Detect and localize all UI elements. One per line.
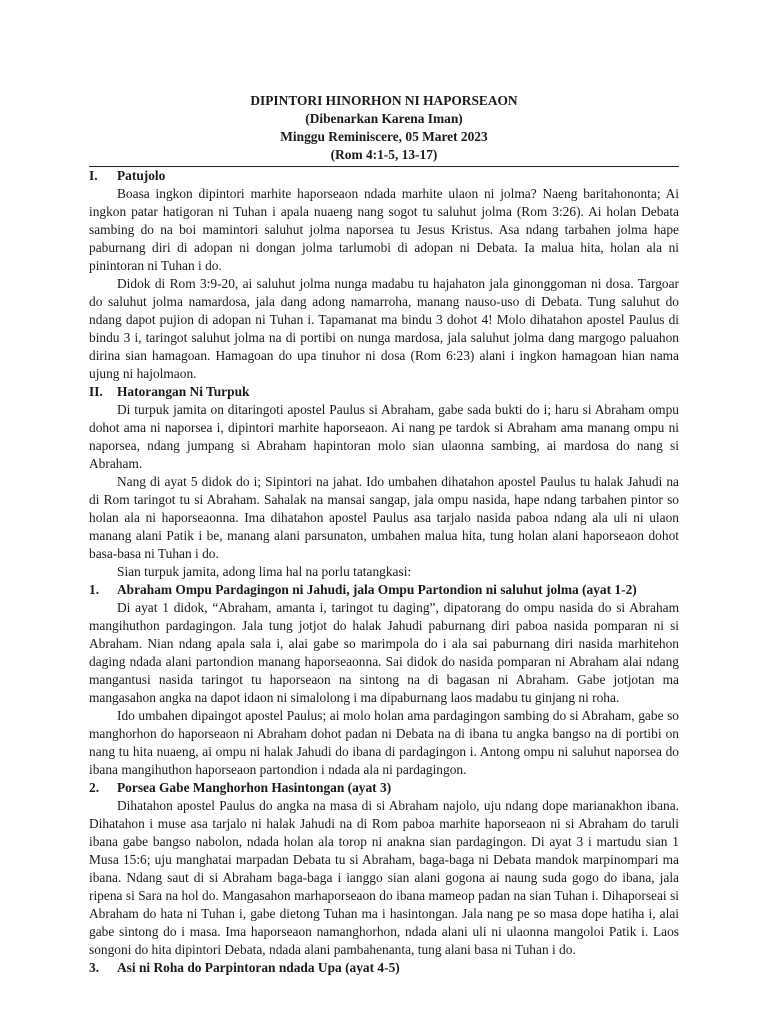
paragraph: Sian turpuk jamita, adong lima hal na porlu tatangkasi: <box>117 564 412 579</box>
document-subtitle: (Dibenarkan Karena Iman) <box>305 111 463 126</box>
point-heading-2 <box>89 779 679 797</box>
document-header <box>89 92 679 164</box>
paragraph: Didok di Rom 3:9-20, ai saluhut jolma nunga madabu tu hajahaton jala ginonggoman ni dosa. Targoar do saluhut jolma namardosa, jala dang adong namarroha, manang nauso-uso di Debata. Tung saluhut do ndang dapot pujion di adopan ni Tuhan i. Tapamanat ma bindu 3 dohot 4! Molo dihatahon apostel Paulus di bindu 3 i, taringot saluhut jolma na di portibi on nunga mardosa, jala saluhut jolma dang margogo paluahon dirina sian hamagoan. Hamagoan do upa tinuhor ni dosa (Rom 6:23) alani i ingkon hamagoan hian nama ujung ni hajolmaon. <box>89 276 679 381</box>
point-heading-1 <box>89 581 679 599</box>
paragraph: Di ayat 1 didok, “Abraham, amanta i, taringot tu daging”, dipatorang do ompu nasida do si Abraham mangihuthon pardagingon. Jala tung jotjot do halak Jahudi paburnang diri paboa nasida pomparan ni si Abraham. Nian ndang apala sala i, alai gabe so marimpola do i ala sai paburnang diri nasida marhitehon daging ndada alani partondion manang haporseaonna. Sai didok do nasida pomparan ni Abraham alai ndang mangantusi nasida taringot tu haporseaon na sintong na di bagasan ni Abraham. Gabe jotjotan ma mangasahon angka na dapot idaon ni simalolong i ma dipaburnang laos madabu tu ginjang ni roha. <box>89 600 679 705</box>
section-title: Patujolo <box>117 168 166 183</box>
section-number: I. <box>89 168 98 183</box>
point-number: 3. <box>89 960 100 975</box>
point-title: Abraham Ompu Pardagingon ni Jahudi, jala Ompu Partondion ni saluhut jolma (ayat 1-2) <box>117 582 637 597</box>
section-title: Hatorangan Ni Turpuk <box>117 384 250 399</box>
document-page <box>89 92 679 977</box>
section-heading-hatorangan <box>89 383 679 401</box>
document-date: Minggu Reminiscere, 05 Maret 2023 <box>280 129 488 144</box>
point-title: Asi ni Roha do Parpintoran ndada Upa (ayat 4-5) <box>117 960 400 975</box>
paragraph: Nang di ayat 5 didok do i; Sipintori na jahat. Ido umbahen dihatahon apostel Paulus tu halak Jahudi na di Rom taringot tu si Abraham. Sahalak na mansai sangap, jala ompu nasida, hape ndang tarbahen pintor so holan ala ni haporseaonna. Ima dihatahon apostel Paulus asa tarjalo nasida paboa ndang ala uli ni ulaon manang alani Patik i be, manang alani parsunaton, umbahen malua hita, tung holan alani haporseaon dohot basa-basa ni Tuhan i do. <box>89 474 679 561</box>
point-number: 1. <box>89 582 100 597</box>
document-title: DIPINTORI HINORHON NI HAPORSEAON <box>250 93 518 108</box>
paragraph: Ido umbahen dipaingot apostel Paulus; ai molo holan ama pardagingon sambing do si Abraham, gabe so manghorhon do haporseaon ni Abraham dohot padan ni Debata na di ibana tu angka bangso na di portibi on nang tu hita nuaeng, ai ompu ni halak Jahudi do ibana di pardagingon i. Antong ompu ni saluhut naporsea do ibana mangihuthon haporseaon partondion i ndada ala ni pardagingon. <box>89 708 679 777</box>
section-heading-patujolo <box>89 166 679 185</box>
document-reference: (Rom 4:1-5, 13-17) <box>330 147 438 162</box>
point-title: Porsea Gabe Manghorhon Hasintongan (ayat 3) <box>117 780 392 795</box>
paragraph: Boasa ingkon dipintori marhite haporseaon ndada marhite ulaon ni jolma? Naeng baritahononta; Ai ingkon patar hatigoran ni Tuhan i apala nuaeng nang sogot tu saluhut jolma (Rom 3:26). Ai holan Debata sambing do na boi mamintori saluhut jolma naporsea tu Jesus Kristus. Asa ndang tarbahen jolma hape paburnang diri di adopan ni dongan jolma tarlumobi di adopan ni Debata. Ia malua hita, holan ala ni pinintoran ni Tuhan i do. <box>89 186 679 273</box>
paragraph: Dihatahon apostel Paulus do angka na masa di si Abraham najolo, uju ndang dope marianakhon ibana. Dihatahon i muse asa tarjalo ni halak Jahudi na di Rom paboa marhite haporseaon ni si Abraham do taruli ibana gabe bangso nabolon, ndada holan ala torop ni anakna sian pardagingon. Di ayat 3 i martudu sian 1 Musa 15:6; uju manghatai marpadan Debata tu si Abraham, baga-baga ni Debata mandok marpinompari ma ibana. Ndang saut di si Abraham baga-baga i ianggo sian alani gogona ai naung suda gogo do ibana, jala ripena si Sara na hol do. Mangasahon marhaporseaon do ibana mameop padan na sian Tuhan i. Dihaporseai si Abraham do hata ni Tuhan i, gabe dietong Tuhan ma i hasintongan. Jala nang pe so masa dope hatiha i, alai gabe sintong do i masa. Ima haporseaon namanghorhon, ndada alani uli ni ulaonna mangoloi Patik i. Laos songoni do hita dipintori Debata, ndada alani pambahenanta, tung alani basa ni Tuhan i do. <box>89 798 679 957</box>
paragraph: Di turpuk jamita on ditaringoti apostel Paulus si Abraham, gabe sada bukti do i; haru si Abraham ompu dohot ama ni naporsea i, dipintori marhite haporseaon. Ai nang pe tardok si Abraham ama manang ompu ni naporsea, ndang jumpang si Abraham hapintoran molo sian ulaonna sambing, ai mardosa do nang si Abraham. <box>89 402 679 471</box>
point-heading-3 <box>89 959 679 977</box>
point-number: 2. <box>89 780 100 795</box>
section-number: II. <box>89 384 103 399</box>
